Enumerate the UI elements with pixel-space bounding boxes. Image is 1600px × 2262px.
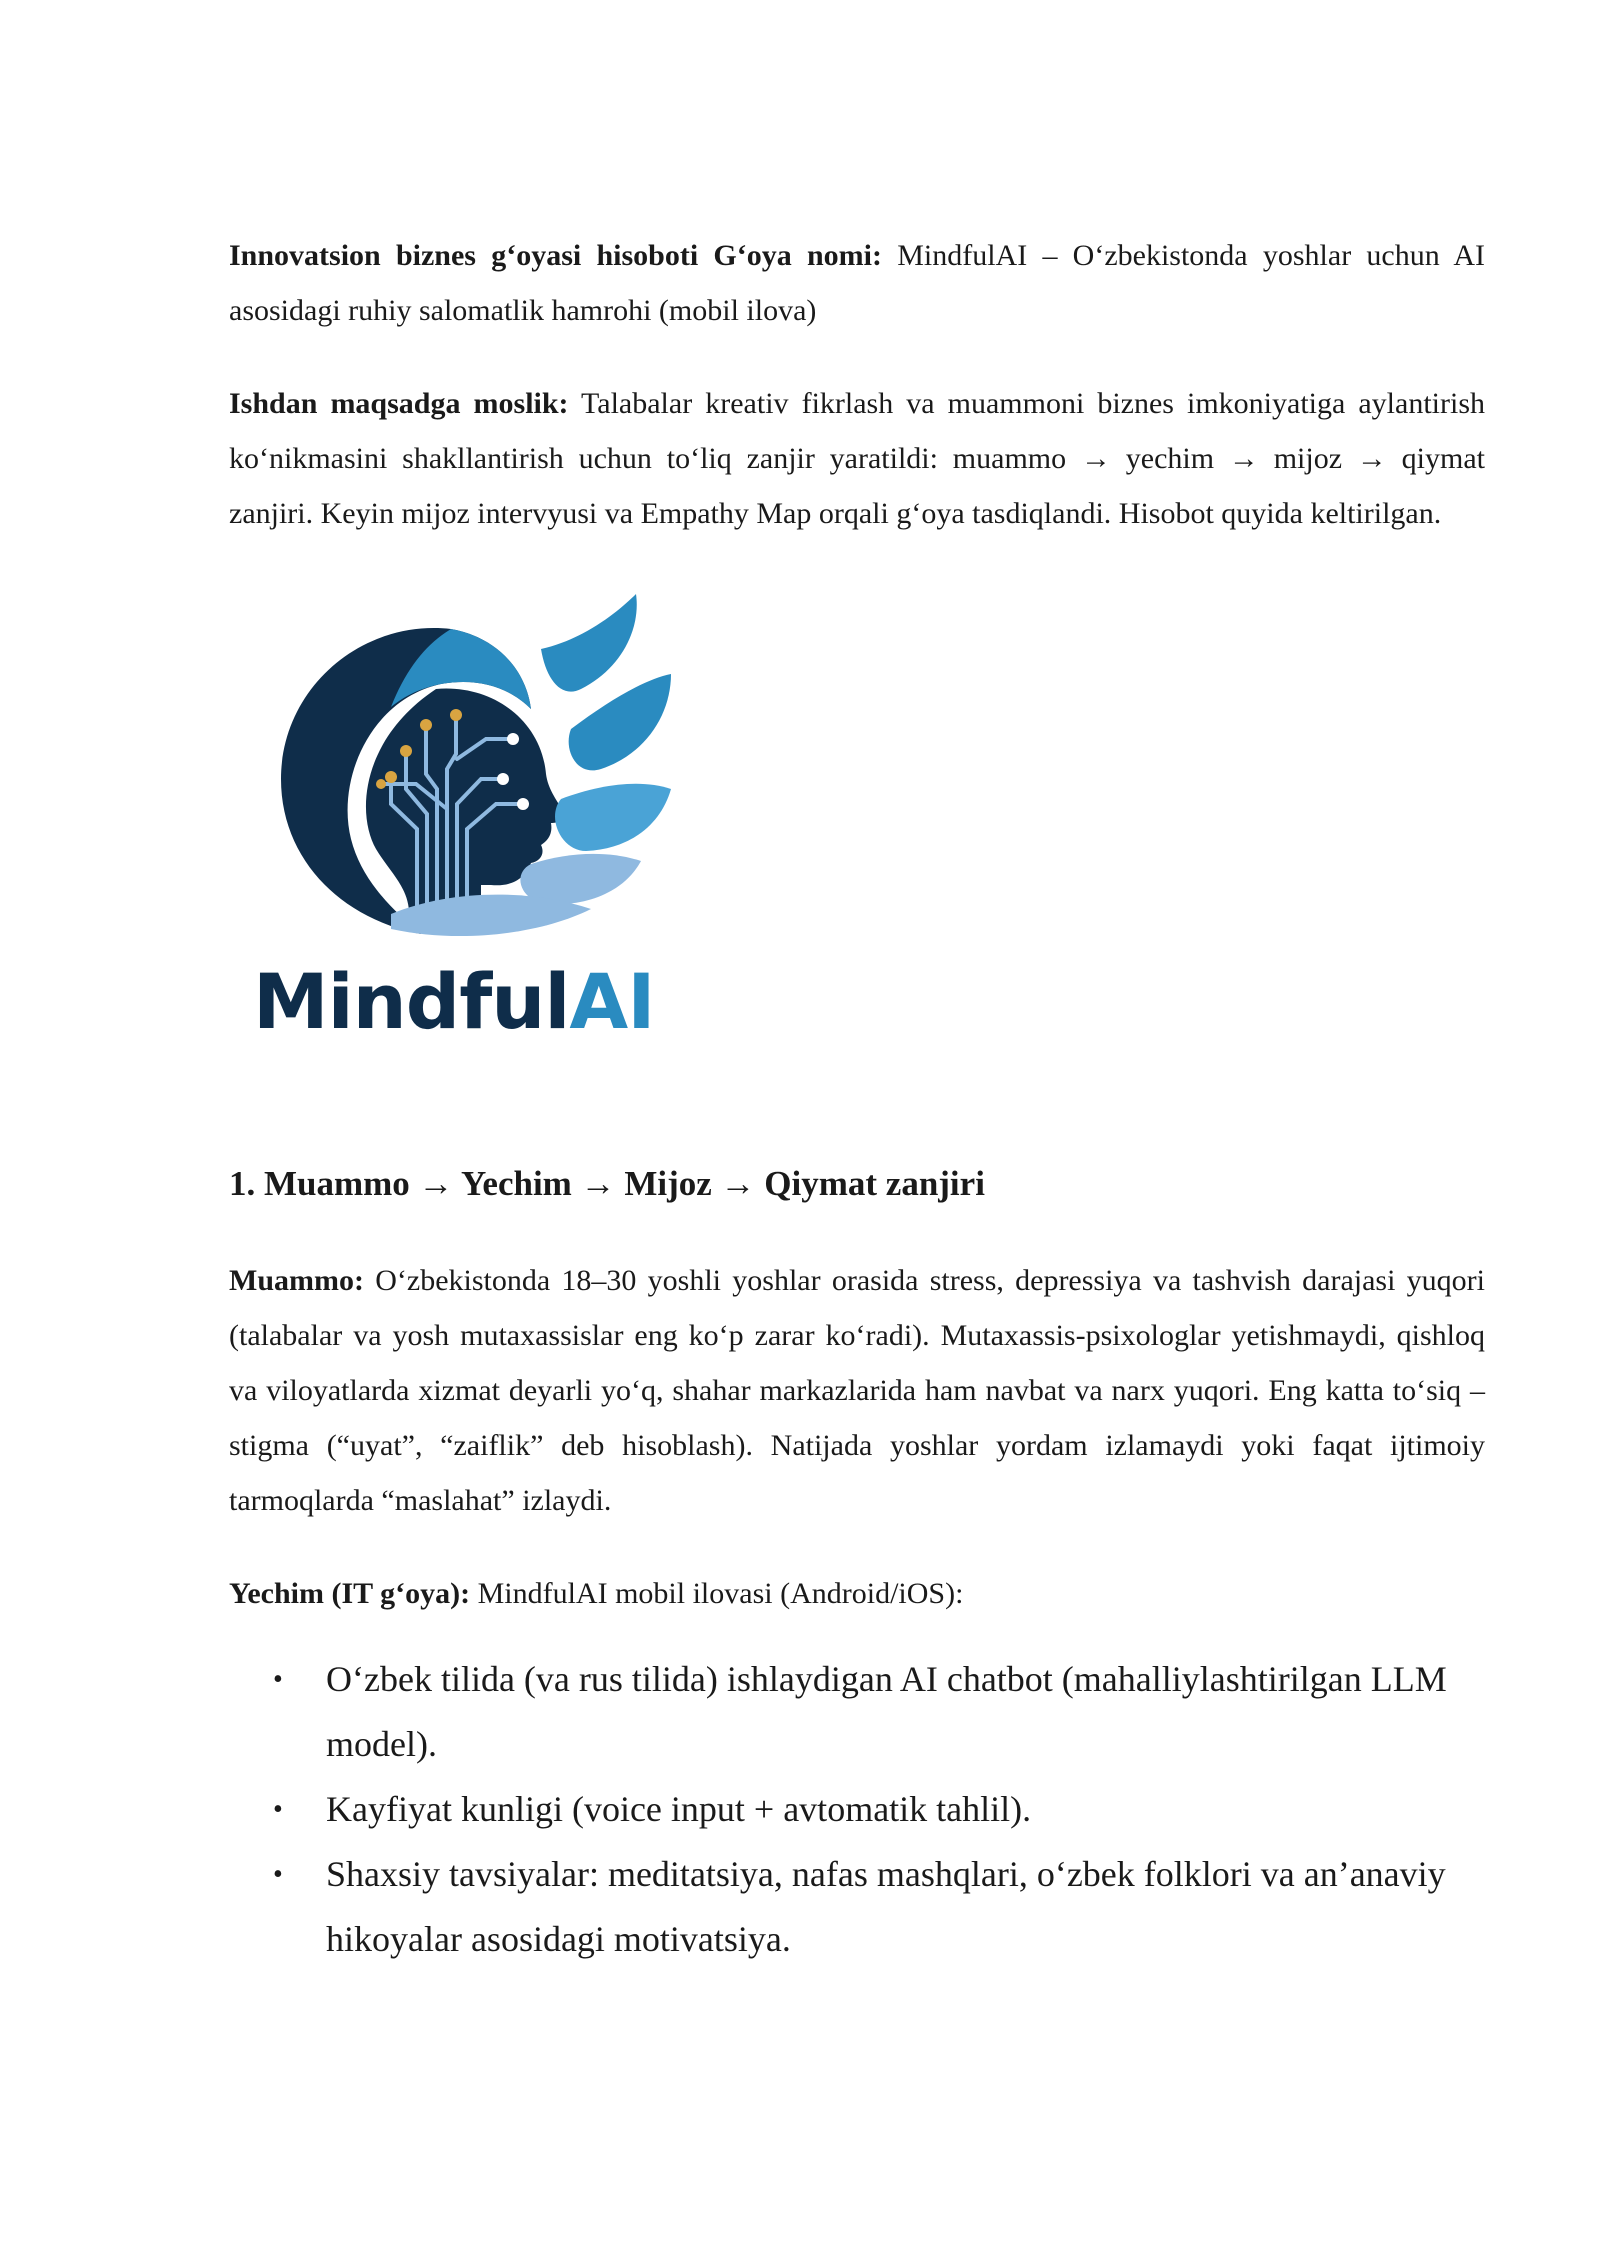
list-item (229, 1777, 1485, 1842)
problem-bold: Muammo: (229, 1264, 364, 1297)
purpose-paragraph (229, 376, 1485, 541)
bullet-icon: • (273, 1794, 283, 1825)
logo-wordmark-ai: AI (569, 957, 655, 1046)
list-item-text: O‘zbek tilida (va rus tilida) ishlaydigan AI chatbot (mahalliylashtirilgan LLM model). (326, 1659, 1447, 1764)
problem-paragraph (229, 1253, 1485, 1528)
report-title-paragraph (229, 228, 1485, 338)
list-item (229, 1647, 1485, 1777)
brain-head-emblem-icon (241, 589, 681, 969)
purpose-bold: Ishdan maqsadga moslik: (229, 387, 569, 420)
list-item (229, 1842, 1485, 1972)
bullet-icon: • (273, 1859, 283, 1890)
bullet-icon: • (273, 1664, 283, 1695)
solution-text: MindfulAI mobil ilovasi (Android/iOS): (470, 1577, 964, 1610)
solution-bold: Yechim (IT g‘oya): (229, 1577, 471, 1610)
problem-text: O‘zbekistonda 18–30 yoshli yoshlar orasida stress, depressiya va tashvish darajasi yuqori (talabalar va yosh mutaxassislar eng ko‘p zarar ko‘radi). Mutaxassis-psixologlar yetishmaydi, qishloq va viloyatlarda xizmat deyarli yo‘q, shahar markazlarida ham navbat va narx yuqori. Eng katta to‘siq – stigma (“uyat”, “zaiflik” deb hisoblash). Natijada yoshlar yordam izlamaydi yoki faqat ijtimoiy tarmoqlarda “maslahat” izlaydi. (229, 1264, 1485, 1517)
report-title-bold: Innovatsion biznes g‘oyasi hisoboti G‘oya nomi: (229, 239, 882, 272)
purpose-text: Talabalar kreativ fikrlash va muammoni biznes imkoniyatiga aylantirish ko‘nikmasini shakllantirish uchun to‘liq zanjir yaratildi: muammo → yechim → mijoz → qiymat zanjiri. Keyin mijoz intervyusi va Empathy Map orqali g‘oya tasdiqlandi. Hisobot quyida keltirilgan. (229, 387, 1485, 530)
list-item-text: Kayfiyat kunligi (voice input + avtomatik tahlil). (326, 1789, 1032, 1829)
solution-features-list (229, 1647, 1485, 1972)
logo-wordmark-mindful: Mindful (253, 957, 570, 1046)
document-page (229, 228, 1485, 1972)
list-item-text: Shaxsiy tavsiyalar: meditatsiya, nafas mashqlari, o‘zbek folklori va an’anaviy hikoyalar asosidagi motivatsiya. (326, 1854, 1446, 1959)
section-1-heading: 1. Muammo → Yechim → Mijoz → Qiymat zanjiri (229, 1164, 985, 1203)
logo-wordmark (253, 957, 655, 1047)
solution-paragraph (229, 1566, 1485, 1621)
report-title-text: MindfulAI – O‘zbekistonda yoshlar uchun AI asosidagi ruhiy salomatlik hamrohi (mobil ilova) (229, 239, 1485, 327)
mindfulai-logo (241, 589, 681, 1049)
